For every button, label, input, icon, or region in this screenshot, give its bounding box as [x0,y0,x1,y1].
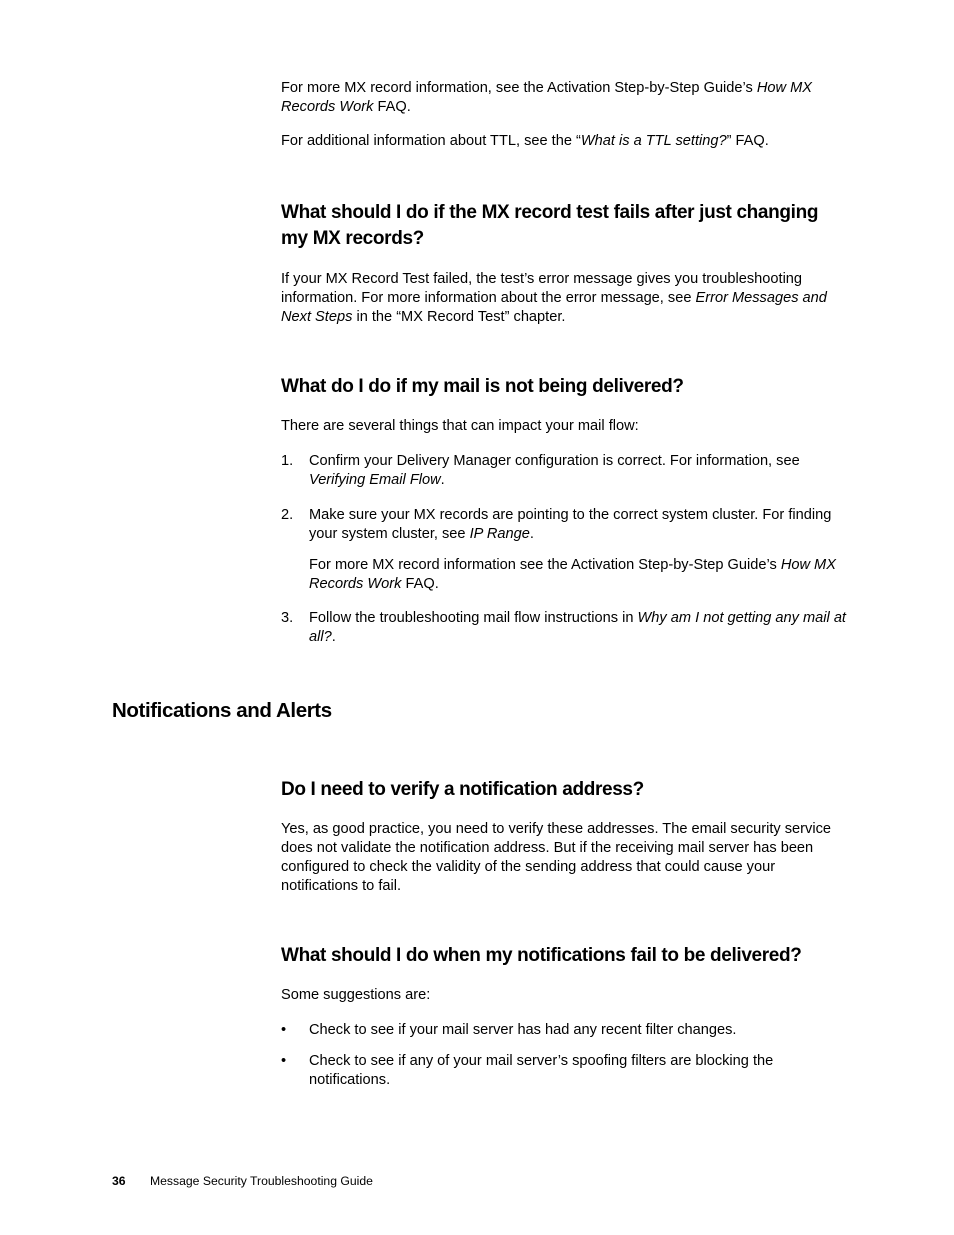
list-number: 2. [281,507,294,523]
faq-notifications-fail [281,943,846,1090]
list-subparagraph: For more MX record information see the Activation Step-by-Step Guide’s How MX Records Work FAQ. [309,557,836,592]
footer-doc-title: Message Security Troubleshooting Guide [150,1174,373,1188]
bullet-marker: • [281,1053,287,1069]
intro-paragraph-ttl: For additional information about TTL, see the “What is a TTL setting?” FAQ. [281,133,769,149]
link-how-mx-records-work: How MX Records Work [281,80,813,115]
list-item: 3. Follow the troubleshooting mail flow instructions in Why am I not getting any mail at all?. [281,610,846,645]
faq-heading: What should I do when my notifications fail to be delivered? [281,945,802,966]
section-title: Notifications and Alerts [112,699,332,722]
list-item: 1. Confirm your Delivery Manager configuration is correct. For information, see Verifying Email Flow. [281,453,800,488]
list-number: 3. [281,610,294,626]
list-number: 1. [281,453,294,469]
faq-mx-test-fails [281,200,846,327]
ref-how-mx-records-work: How MX Records Work [309,557,836,592]
faq-verify-notification [281,777,846,896]
ref-error-messages: Error Messages and Next Steps [281,290,827,325]
faq-heading: Do I need to verify a notification address? [281,779,644,800]
faq-intro: Some suggestions are: [281,987,431,1003]
page-number: 36 [112,1174,126,1188]
list-item: 2. Make sure your MX records are pointing to the correct system cluster. For finding your system cluster, see IP Range. For more MX record information see the Activation Step-by-Step Guide’s How MX Records Work FAQ. [281,506,846,594]
page-footer [112,1174,373,1188]
ref-ttl-setting: What is a TTL setting? [580,133,727,149]
bullet-item: • Check to see if any of your mail server’s spoofing filters are blocking the notifications. [281,1053,774,1088]
faq-heading: What should I do if the MX record test fails after just changing my MX records? [281,202,819,249]
faq-answer: Yes, as good practice, you need to verify these addresses. The email security service does not validate the notification address. But if the receiving mail server has been configured to check the validity of the sending address that could cause your notifications to fail. [281,821,831,894]
intro-block [281,79,846,151]
faq-answer: If your MX Record Test failed, the test’s error message gives you troubleshooting information. For more information about the error message, see Error Messages and Next Steps in the “MX Record Test” chapter. [281,271,827,325]
bullet-marker: • [281,1022,287,1038]
ref-ip-range: IP Range [469,526,530,542]
intro-paragraph-mx: For more MX record information, see the Activation Step-by-Step Guide’s How MX Records Work FAQ. [281,80,813,115]
faq-intro: There are several things that can impact your mail flow: [281,418,639,434]
ref-verifying-email-flow: Verifying Email Flow [309,472,441,488]
faq-heading: What do I do if my mail is not being delivered? [281,376,684,397]
bullet-item: • Check to see if your mail server has had any recent filter changes. [281,1022,737,1038]
ref-why-no-mail: Why am I not getting any mail at all? [309,610,846,645]
faq-mail-not-delivered [281,374,846,647]
